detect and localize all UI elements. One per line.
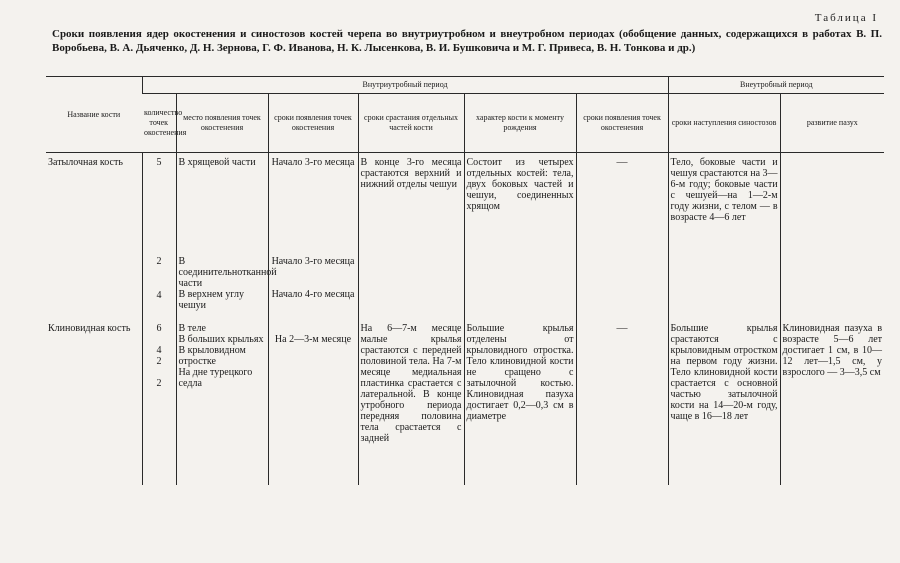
fusion-occipital: В конце 3-го месяца срастаются верхний и нижний отделы чешуи <box>358 153 464 323</box>
ossification-table <box>46 76 884 485</box>
location-value: В хрящевой части <box>178 157 256 168</box>
dash-value: — <box>616 156 628 168</box>
header-postnatal-period: Внеутробный период <box>668 77 884 94</box>
at-birth-sphenoid: Большие крылья отделены от крыловидного отростка. Тело клиновидной кости не сращено с затылочной костью. Клиновидная пазуха достигает 0,2—0,3 см в диаметре <box>464 323 576 485</box>
bone-name-occipital: Затылочная кость <box>48 157 123 168</box>
header-count: количество точек окостенения <box>142 94 176 153</box>
sinus-occipital <box>780 153 884 323</box>
table-caption: Сроки появления ядер окостенения и синостозов костей черепа во внутриутробном и внеутробном периодах (обобщение данных, содержащихся в работах В. П. Воробьева, В. А. Дьяченко, Д. Н. Зернова, Г. Ф. Иванова, Н. К. Лысенкова, В. И. Бушковича и М. Г. Привеса, В. Н. Тонкова и др.) <box>52 28 882 54</box>
onset-value: Начало 3-го месяца <box>271 157 355 168</box>
onset-value: Начало 3-го месяца <box>271 256 355 267</box>
header-row-columns <box>46 94 884 153</box>
header-onset: сроки появления точек окостенения <box>268 94 358 153</box>
header-post-onset: сроки появления точек окостенения <box>576 94 668 153</box>
location-value: В больших крыльях <box>178 333 264 345</box>
header-prenatal-period: Внутриутробный период <box>142 77 668 94</box>
locations-sphenoid <box>176 323 268 485</box>
header-location: место появления точек окостенения <box>176 94 268 153</box>
location-value: В крыловидном отростке <box>178 344 246 367</box>
header-at-birth: характер кости к моменту рождения <box>464 94 576 153</box>
header-synostosis: сроки наступления синостозов <box>668 94 780 153</box>
count-value: 6 <box>156 322 162 334</box>
fusion-sphenoid: На 6—7-м месяце малые крылья срастаются с передней половиной тела. На 7-м месяце медиальная пластинка срастается с латеральной. В конце утробного периода передняя половина тела срастается с задней <box>358 323 464 485</box>
header-fusion: сроки срастания отдельных частей кости <box>358 94 464 153</box>
header-row-groups <box>46 77 884 94</box>
bone-name-sphenoid: Клиновидная кость <box>48 322 131 334</box>
table-row-sphenoid <box>46 323 884 485</box>
count-value: 2 <box>156 377 162 389</box>
synostosis-occipital: Тело, боковые части и чешуя срастаются на 3—6-м году; боковые части с чешуей—на 1—2-м году жизни, с телом — в возрасте 4—6 лет <box>668 153 780 323</box>
locations-occipital <box>176 153 277 323</box>
onset-value: Начало 4-го месяца <box>271 289 355 300</box>
header-sinus: развитие пазух <box>780 94 884 153</box>
onsets-occipital <box>268 153 358 323</box>
sinus-sphenoid: Клиновидная пазуха в возрасте 5—6 лет достигает 1 см, в 10—12 лет—1,5 см, у взрослого — 3—3,5 см <box>780 323 884 485</box>
location-value: В верхнем углу чешуи <box>178 289 244 311</box>
table-label: Таблица I <box>814 12 878 24</box>
location-value: На дне турецкого седла <box>178 366 253 389</box>
count-value: 5 <box>156 157 162 168</box>
header-bone-name: Название кости <box>46 77 142 153</box>
at-birth-occipital: Состоит из четырех отдельных костей: тела, двух боковых частей и чешуи, соединенных хрящом <box>464 153 576 323</box>
count-value: 2 <box>156 355 162 367</box>
counts-occipital <box>142 153 176 323</box>
synostosis-sphenoid: Большие крылья срастаются с крыловидным отростком на первом году жизни. Тело клиновидной кости срастается с основной частью затылочной кости на 14—20-м году, чаще в 16—18 лет <box>668 323 780 485</box>
post-onset-sphenoid <box>576 323 668 485</box>
count-value: 2 <box>156 256 162 267</box>
location-value: В теле <box>178 322 206 334</box>
count-value: 4 <box>156 290 162 301</box>
dash-value: — <box>616 321 628 334</box>
onset-sphenoid: На 2—3-м месяце <box>268 323 358 485</box>
counts-sphenoid <box>142 323 176 485</box>
table-row-occipital <box>46 153 884 323</box>
location-value: В соединительнотканной части <box>178 256 277 289</box>
count-value: 4 <box>156 344 162 356</box>
post-onset-occipital <box>576 153 668 323</box>
